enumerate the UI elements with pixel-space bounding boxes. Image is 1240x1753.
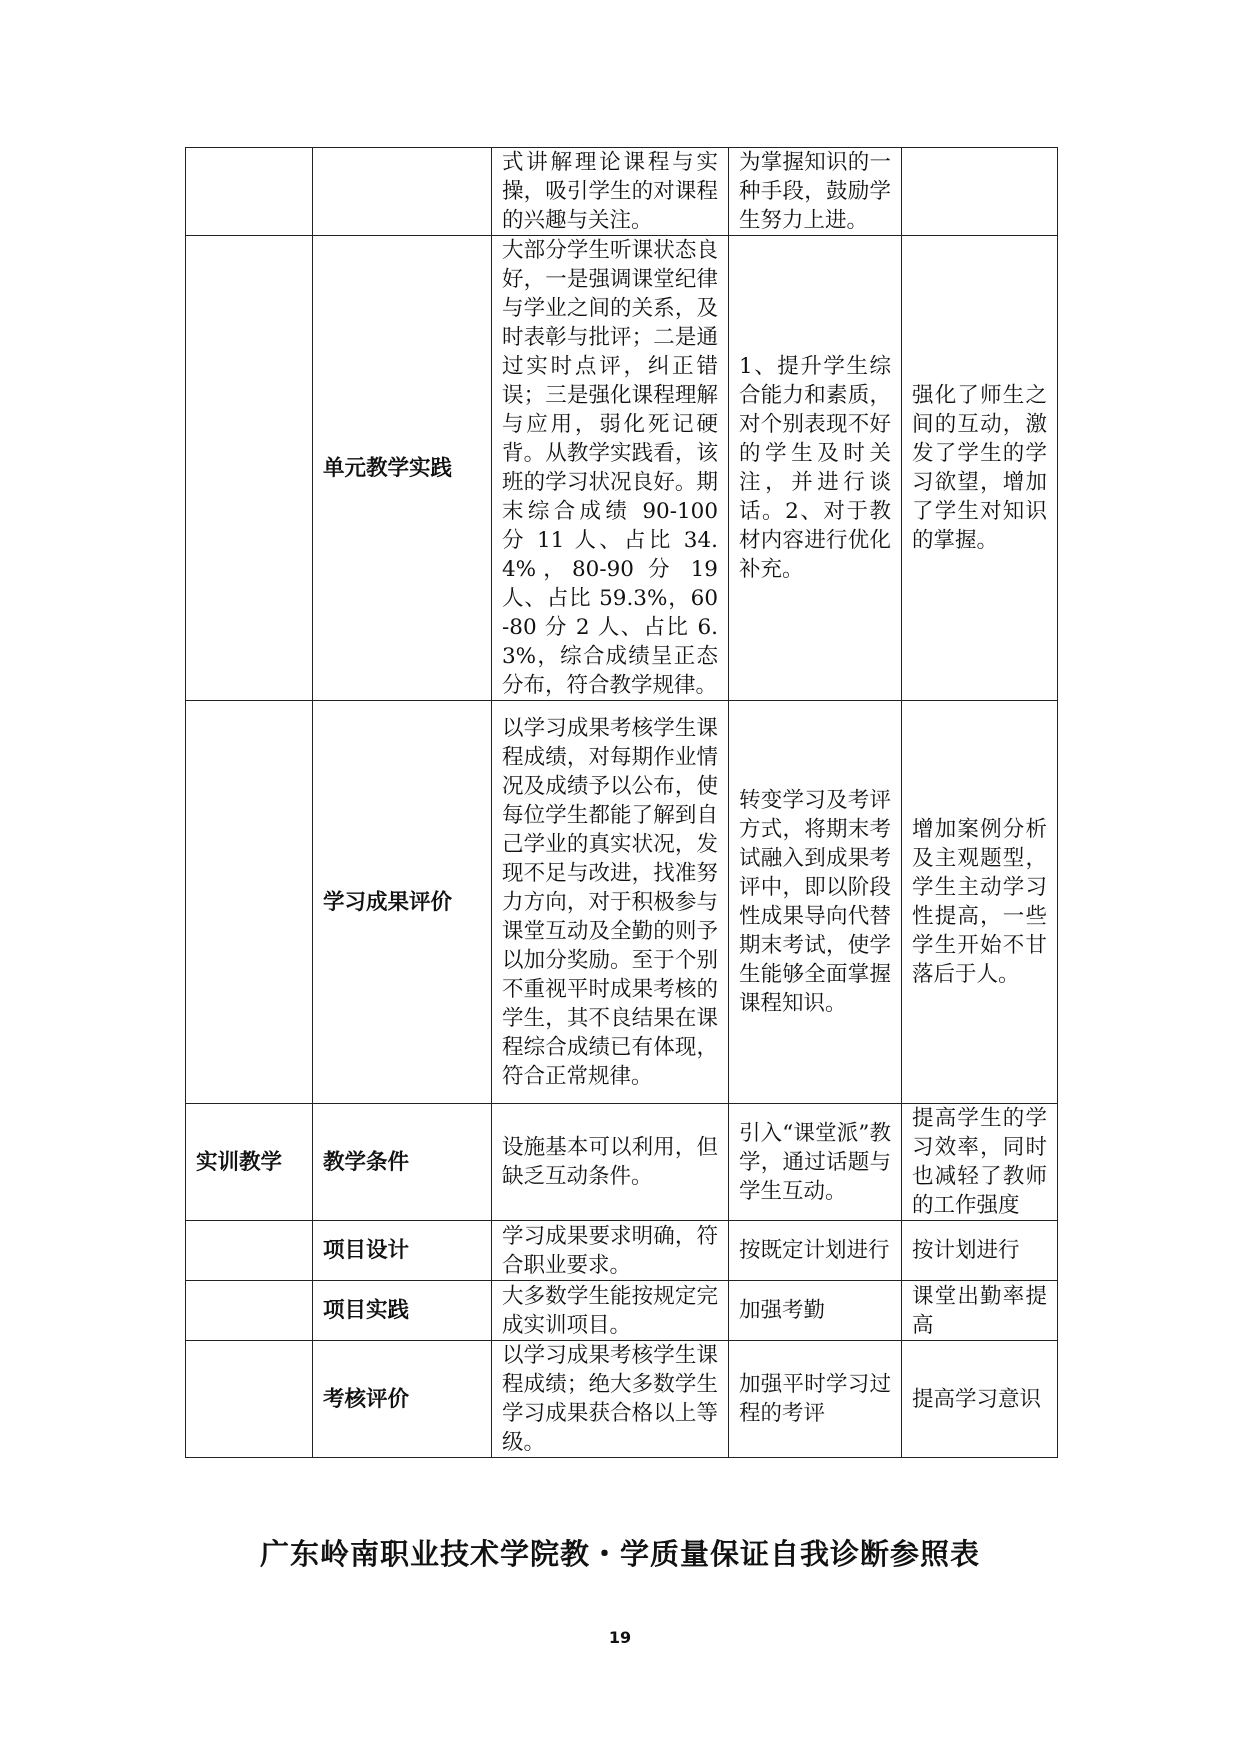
- table-row: [186, 148, 1058, 236]
- category-cell: [186, 1341, 313, 1458]
- item-cell: 项目设计: [313, 1221, 492, 1281]
- table-row: [186, 1104, 1058, 1221]
- situation-cell: 式讲解理论课程与实操，吸引学生的对课程的兴趣与关注。: [492, 148, 729, 236]
- evaluation-table: [185, 147, 1058, 1458]
- category-cell: 实训教学: [186, 1104, 313, 1221]
- situation-cell: 大多数学生能按规定完成实训项目。: [492, 1281, 729, 1341]
- category-cell: [186, 148, 313, 236]
- effect-cell: 提高学生的学习效率，同时也减轻了教师的工作强度: [902, 1104, 1058, 1221]
- situation-cell: 以学习成果考核学生课程成绩，对每期作业情况及成绩予以公布，使每位学生都能了解到自己学业的真实状况，发现不足与改进，找准努力方向，对于积极参与课堂互动及全勤的则予以加分奖励。至于个别不重视平时成果考核的学生，其不良结果在课程综合成绩已有体现，符合正常规律。: [492, 701, 729, 1104]
- measure-cell: 加强考勤: [729, 1281, 902, 1341]
- situation-cell: 设施基本可以利用，但缺乏互动条件。: [492, 1104, 729, 1221]
- effect-cell: 强化了师生之间的互动，激发了学生的学习欲望，增加了学生对知识的掌握。: [902, 236, 1058, 701]
- item-cell: 教学条件: [313, 1104, 492, 1221]
- situation-cell: 大部分学生听课状态良好，一是强调课堂纪律与学业之间的关系，及时表彰与批评；二是通过实时点评，纠正错误；三是强化课程理解与应用，弱化死记硬背。从教学实践看，该班的学习状况良好。期末综合成绩 90-100 分 11 人、占比 34.4%，80-90 分 19 人、占比 59.3%，60-80 分 2 人、占比 6.3%，综合成绩呈正态分布，符合教学规律。: [492, 236, 729, 701]
- table-row: [186, 1281, 1058, 1341]
- measure-cell: 为掌握知识的一种手段，鼓励学生努力上进。: [729, 148, 902, 236]
- page-number: 19: [608, 1628, 632, 1647]
- measure-cell: 转变学习及考评方式，将期末考试融入到成果考评中，即以阶段性成果导向代替期末考试，使学生能够全面掌握课程知识。: [729, 701, 902, 1104]
- table-row: [186, 1341, 1058, 1458]
- category-cell: [186, 236, 313, 701]
- item-cell: [313, 148, 492, 236]
- item-cell: 学习成果评价: [313, 701, 492, 1104]
- effect-cell: 按计划进行: [902, 1221, 1058, 1281]
- effect-cell: 提高学习意识: [902, 1341, 1058, 1458]
- situation-cell: 学习成果要求明确，符合职业要求。: [492, 1221, 729, 1281]
- category-cell: [186, 1281, 313, 1341]
- effect-cell: 课堂出勤率提高: [902, 1281, 1058, 1341]
- table-row: [186, 236, 1058, 701]
- measure-cell: 按既定计划进行: [729, 1221, 902, 1281]
- measure-cell: 引入“课堂派”教学，通过话题与学生互动。: [729, 1104, 902, 1221]
- table-row: [186, 701, 1058, 1104]
- effect-cell: [902, 148, 1058, 236]
- category-cell: [186, 1221, 313, 1281]
- document-title: 广东岭南职业技术学院教・学质量保证自我诊断参照表: [259, 1537, 980, 1571]
- effect-cell: 增加案例分析及主观题型，学生主动学习性提高，一些学生开始不甘落后于人。: [902, 701, 1058, 1104]
- item-cell: 单元教学实践: [313, 236, 492, 701]
- table-row: [186, 1221, 1058, 1281]
- measure-cell: 加强平时学习过程的考评: [729, 1341, 902, 1458]
- item-cell: 考核评价: [313, 1341, 492, 1458]
- category-cell: [186, 701, 313, 1104]
- item-cell: 项目实践: [313, 1281, 492, 1341]
- measure-cell: 1、提升学生综合能力和素质，对个别表现不好的学生及时关注，并进行谈话。2、对于教材内容进行优化补充。: [729, 236, 902, 701]
- situation-cell: 以学习成果考核学生课程成绩；绝大多数学生学习成果获合格以上等级。: [492, 1341, 729, 1458]
